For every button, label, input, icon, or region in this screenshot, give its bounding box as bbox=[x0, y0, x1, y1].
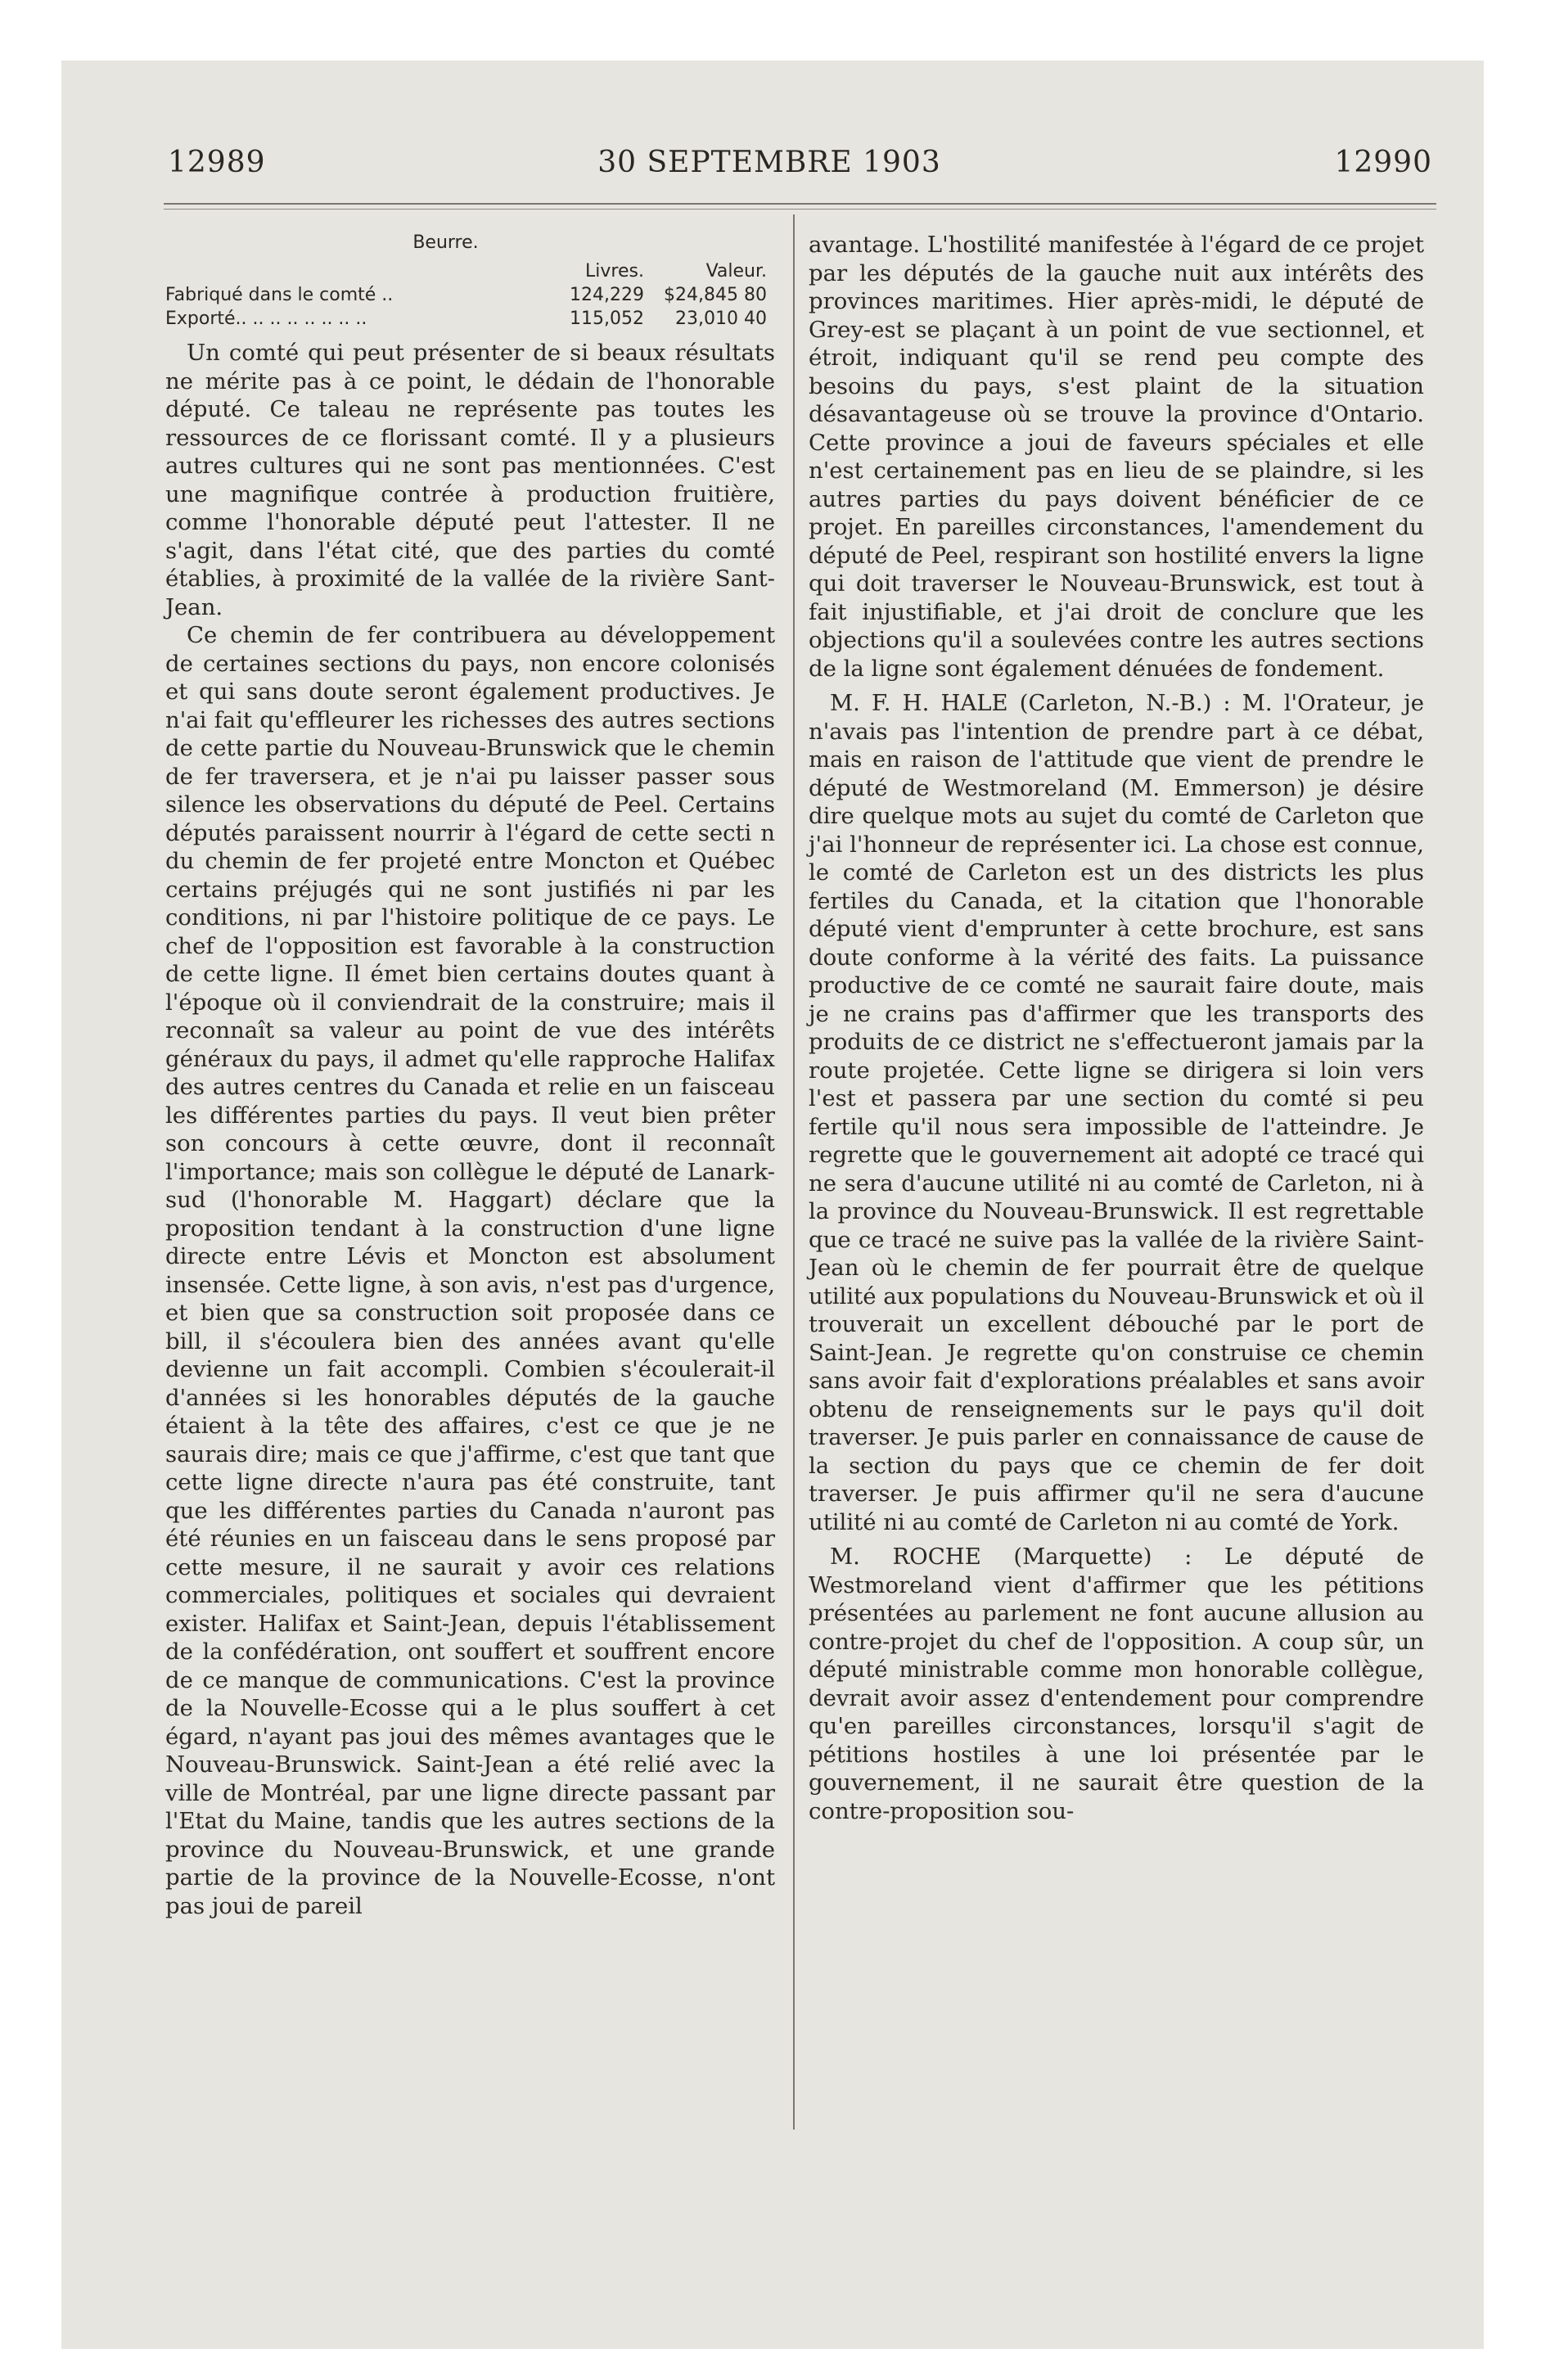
table-header-row bbox=[165, 259, 775, 283]
table-header-valeur: Valeur. bbox=[705, 261, 767, 282]
table-row bbox=[165, 283, 775, 307]
page-date: 30 SEPTEMBRE 1903 bbox=[597, 146, 941, 179]
table-cell-valeur: $24,845 80 bbox=[664, 285, 767, 305]
right-column bbox=[809, 231, 1424, 1825]
column-divider bbox=[793, 214, 795, 2130]
header-rule-thin bbox=[164, 209, 1436, 210]
table-cell-livres: 115,052 bbox=[570, 309, 644, 329]
page-header bbox=[106, 146, 1432, 187]
table-cell-valeur: 23,010 40 bbox=[675, 309, 767, 329]
table-row bbox=[165, 307, 775, 331]
paragraph-text: (Carleton, N.-B.) : M. l'Orateur, je n'avais pas l'intention de prendre part à ce débat, mais en raison de l'attitude que vient de prendre le député de Westmoreland (M. Emmerson) je désire dire quelque mots au sujet du comté de Carleton que j'ai l'honneur de représenter ici. La chose est connue, le comté de Carleton est un des districts les plus fertiles du Canada, et la citation que l'honorable député vient d'emprunter à cette brochure, est sans doute conforme à la vérité des faits. La puissance productive de ce comté ne saurait faire doute, mais je ne crains pas d'affirmer que les transports des produits de ce district ne s'effectueront jamais par la route projetée. Cette ligne se dirigera si loin vers l'est et passera par une section du comté si peu fertile qu'il nous sera impossible de l'atteindre. Je regrette que le gouvernement ait adopté ce tracé qui ne sera d'aucune utilité ni au comté de Carleton, ni à la province du Nouveau-Brunswick. Il est regrettable que ce tracé ne suive pas la vallée de la rivière Saint-Jean où le chemin de fer pourrait être de quelque utilité aux populations du Nouveau-Brunswick et où il trouverait un excellent débouché par le port de Saint-Jean. Je regrette qu'on construise ce chemin sans avoir fait d'explorations préalables et sans avoir obtenu de renseignements sur le pays qu'il doit traverser. Je puis parler en connaissance de cause de la section du pays que ce chemin de fer doit traverser. Je puis affirmer qu'il ne sera d'aucune utilité ni au comté de Carleton ni au comté de York. bbox=[809, 690, 1424, 1535]
table-title: Beurre. bbox=[412, 232, 479, 253]
paragraph-text: avantage. L'hostilité manifestée à l'égard de ce projet par les députés de la gauche nuit aux intérêts des provinces maritimes. Hier après-midi, le député de Grey-est se plaçant à un point de vue sectionnel, et étroit, indiquant qu'il se rend peu compte des besoins du pays, s'est plaint de la situation désavantageuse où se trouve la province d'Ontario. Cette province a joui de faveurs spéciales et elle n'est certainement pas en lieu de se plaindre, si les autres parties du pays doivent bénéficier de ce projet. En pareilles circonstances, l'amendement du député de Peel, respirant son hostilité envers la ligne qui doit traverser le Nouveau-Brunswick, est tout à fait injustifiable, et j'ai droit de conclure que les objections qu'il a soulevées contre les autres sections de la ligne sont également dénuées de fondement. bbox=[809, 232, 1424, 682]
paragraph bbox=[809, 231, 1424, 683]
butter-table bbox=[165, 231, 775, 331]
page-number-right: 12990 bbox=[1334, 146, 1432, 179]
paragraph bbox=[809, 1543, 1424, 1825]
paragraph: Ce chemin de fer contribuera au développement de certaines sections du pays, non encore colonisés et qui sans doute seront également productives. Je n'ai fait qu'effleurer les richesses des autres sections de cette partie du Nouveau-Brunswick que le chemin de fer traversera, et je n'ai pu laisser passer sous silence les observations du député de Peel. Certains députés paraissent nourrir à l'égard de cette secti n du chemin de fer projeté entre Moncton et Québec certains préjugés qui ne sont justifiés ni par les conditions, ni par l'histoire politique de ce pays. Le chef de l'opposition est favorable à la construction de cette ligne. Il émet bien certains doutes quant à l'époque où il conviendrait de la construire; mais il reconnaît sa valeur au point de vue des intérêts généraux du pays, il admet qu'elle rapproche Halifax des autres centres du Canada et relie en un faisceau les différentes parties du pays. Il veut bien prêter son concours à cette œuvre, dont il reconnaît l'importance; mais son collègue le député de Lanark-sud (l'honorable M. Haggart) déclare que la proposition tendant à la construction d'une ligne directe entre Lévis et Moncton est absolument insensée. Cette ligne, à son avis, n'est pas d'urgence, et bien que sa construction soit proposée dans ce bill, il s'écoulera bien des années avant qu'elle devienne un fait accompli. Combien s'écoulerait-il d'années si les honorables députés de la gauche étaient à la tête des affaires, c'est ce que je ne saurais dire; mais ce que j'affirme, c'est que tant que cette ligne directe n'aura pas été construite, tant que les différentes parties du Canada n'auront pas été réunies en un faisceau dans le sens proposé par cette mesure, il ne saurait y avoir ces relations commerciales, politiques et sociales qui devraient exister. Halifax et Saint-Jean, depuis l'établissement de la confédération, ont souffert et souffrent encore de ce manque de communications. C'est la province de la Nouvelle-Ecosse qui a le plus souffert à cet égard, n'ayant pas joui des mêmes avantages que le Nouveau-Brunswick. Saint-Jean a été relié avec la ville de Montréal, par une ligne directe passant par l'Etat du Maine, tandis que les autres sections de la province du Nouveau-Brunswick, et une grande partie de la province de la Nouvelle-Ecosse, n'ont pas joui de pareil bbox=[165, 622, 775, 1919]
paragraph-text: (Marquette) : Le député de Westmoreland vient d'affirmer que les pétitions présentées au parlement ne font aucune allusion au contre-projet du chef de l'opposition. A coup sûr, un député ministrable comme mon honorable collègue, devrait avoir assez d'entendement pour comprendre qu'en pareilles circonstances, lorsqu'il s'agit de pétitions hostiles à une loi présentée par le gouvernement, il ne saurait être question de la contre-proposition sou- bbox=[809, 1544, 1424, 1824]
table-header-livres: Livres. bbox=[585, 261, 644, 282]
page-number-left: 12989 bbox=[168, 146, 266, 179]
left-column bbox=[165, 231, 775, 1920]
paragraph: Un comté qui peut présenter de si beaux résultats ne mérite pas à ce point, le dédain de l'honorable député. Ce taleau ne représente pas toutes les ressources de ce florissant comté. Il y a plusieurs autres cultures qui ne sont pas mentionnées. C'est une magnifique contrée à production fruitière, comme l'honorable député peut l'attester. Il ne s'agit, dans l'état cité, que des parties du comté établies, à proximité de la vallée de la rivière Sant-Jean. bbox=[165, 340, 775, 620]
paragraph bbox=[809, 689, 1424, 1536]
table-cell-label: Exporté.. .. .. .. .. .. .. .. bbox=[165, 309, 367, 329]
table-header-label bbox=[165, 259, 534, 283]
table-cell-label: Fabriqué dans le comté .. bbox=[165, 285, 394, 305]
table-cell-livres: 124,229 bbox=[570, 285, 644, 305]
speaker-name: M. ROCHE bbox=[830, 1544, 981, 1570]
speaker-name: M. F. H. HALE bbox=[830, 690, 1008, 716]
header-rule bbox=[164, 203, 1436, 205]
